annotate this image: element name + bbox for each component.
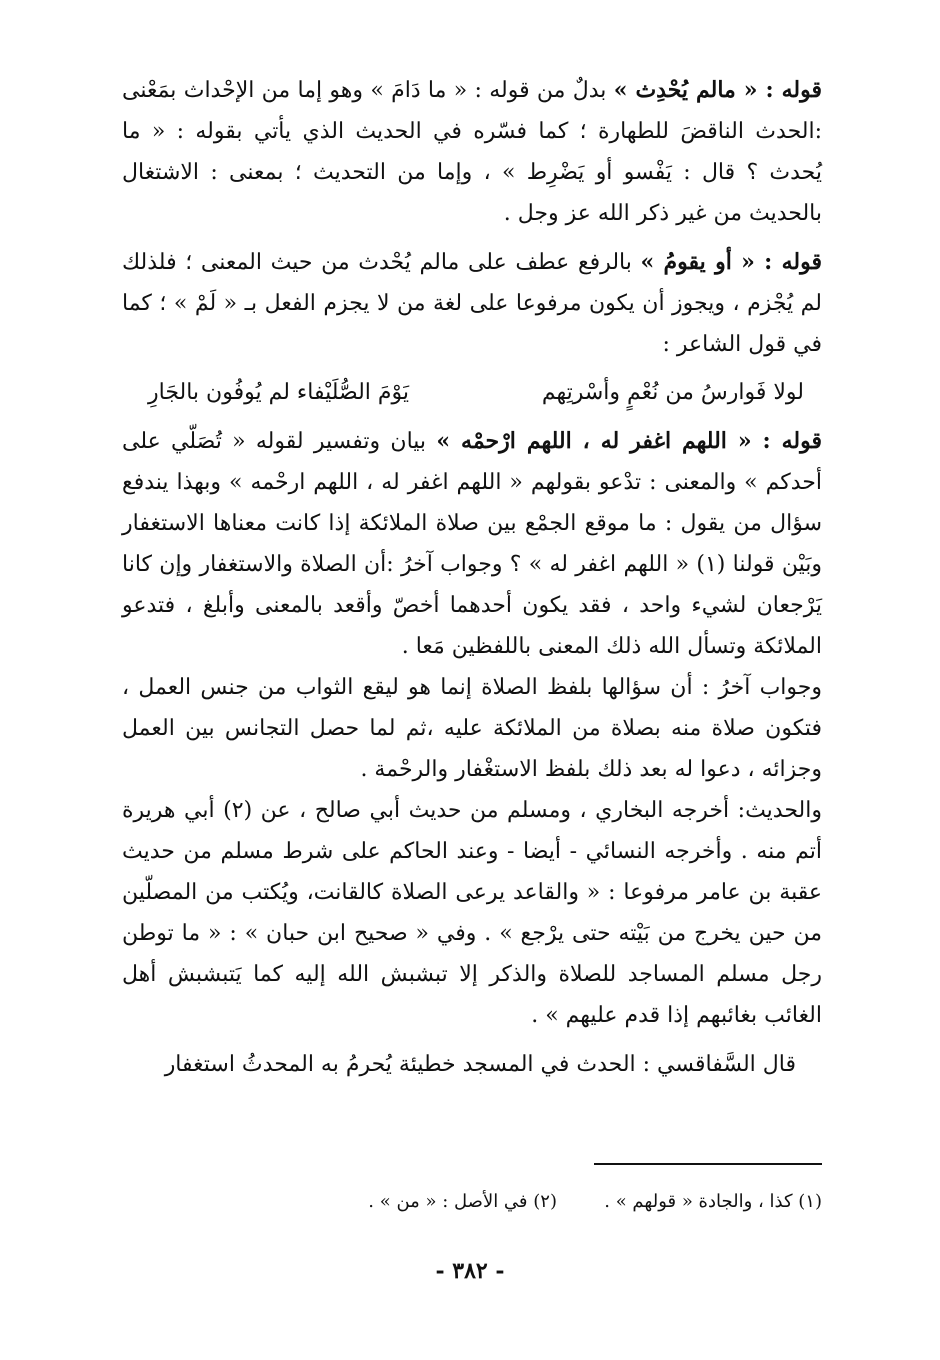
main-text [122, 70, 822, 1085]
footnote-2: (٢) في الأصل : « من » . [368, 1191, 557, 1212]
paragraph-4 [122, 667, 822, 790]
footnotes [122, 1188, 822, 1216]
paragraph-6 [122, 1044, 822, 1085]
paragraph-6-text: قال السَّفاقسي : الحدث في المسجد خطيئة يُحرمُ به المحدثُ استغفار [164, 1052, 796, 1077]
paragraph-1 [122, 70, 822, 234]
paragraph-2-lead: قوله : « أو يقومُ » [640, 249, 822, 275]
poetry-verse [148, 371, 804, 415]
paragraph-5 [122, 790, 822, 1036]
paragraph-3 [122, 421, 822, 667]
paragraph-4-text: وجواب آخرُ : أن سؤالها بلفظ الصلاة إنما هو ليقع الثواب من جنس العمل ، فتكون صلاة منه بصلاة من الملائكة عليه ،ثم لما حصل التجانس بين العمل وجزائه ، دعوا له بعد ذلك بلفظ الاستغْفار والرحْمة . [122, 675, 822, 782]
verse-second-hemistich: يَوْمَ الصُّلَيْفاء لم يُوفُون بالجَارِ [148, 380, 410, 405]
paragraph-2-text: بالرفع عطف على مالم يُحْدث من حيث المعنى ؛ فلذلك لم يُجْزم ، ويجوز أن يكون مرفوعا على لغة من لا يجزم الفعل بـ « لَمْ » ؛ كما في قول الشاعر : [122, 250, 822, 357]
paragraph-2 [122, 242, 822, 365]
paragraph-3-text: بيان وتفسير لقوله « تُصَلّي على أحدكم » والمعنى : تدْعو بقولهم « اللهم اغفر له ، اللهم ارحْمه » وبهذا يندفع سؤال من يقول : ما موقع الجمْع بين صلاة الملائكة إذا كانت معناها الاستغفار وبَيْن قولنا (١) « اللهم اغفر له » ؟ وجواب آخرُ :أن الصلاة والاستغفار وإن كانا يَرْجعان لشيء واحد ، فقد يكون أحدهما أخصّ وأقعد بالمعنى وأبلغ ، فتدعو الملائكة وتسأل الله ذلك المعنى باللفظين مَعا . [122, 429, 822, 659]
verse-first-hemistich: لولا فَوارسُ من نُعْمٍ وأسْرتِهم [541, 380, 804, 405]
paragraph-3-lead: قوله : « اللهم اغفر له ، اللهم ارْحمْه » [436, 428, 822, 454]
footnote-1: (١) كذا ، والجادة « قولهم » . [604, 1191, 822, 1212]
paragraph-5-text: والحديث: أخرجه البخاري ، ومسلم من حديث أبي صالح ، عن (٢) أبي هريرة أتم منه . وأخرجه النسائي - أيضا - وعند الحاكم على شرط مسلم من حديث عقبة بن عامر مرفوعا : « والقاعد يرعى الصلاة كالقانت، ويُكتب من المصلّين من حين يخرج من بَيْته حتى يرْجع » . وفي « صحيح ابن حبان » : « ما توطن رجل مسلم المساجد للصلاة والذكر إلا تبشبش الله إليه كما يَتبشبش أهل الغائب بغائبهم إذا قدم عليهم » . [122, 798, 822, 1028]
page-number: - ٣٨٢ - [435, 1258, 505, 1284]
paragraph-1-lead: قوله : « مالم يُحْدِث » [613, 77, 823, 103]
footnote-separator [594, 1163, 822, 1165]
paragraph-1-text: بدلٌ من قوله : « ما دَامَ » وهو إما من الإحْداث بمَعْنى :الحدث الناقضَ للطهارة ؛ كما فسّره في الحديث الذي يأتي بقوله : « ما يُحدث ؟ قال : يَفْسو أو يَضْرِط » ، وإما من التحديث ؛ بمعنى : الاشتغال بالحديث من غير ذكر الله عز وجل . [122, 78, 822, 226]
